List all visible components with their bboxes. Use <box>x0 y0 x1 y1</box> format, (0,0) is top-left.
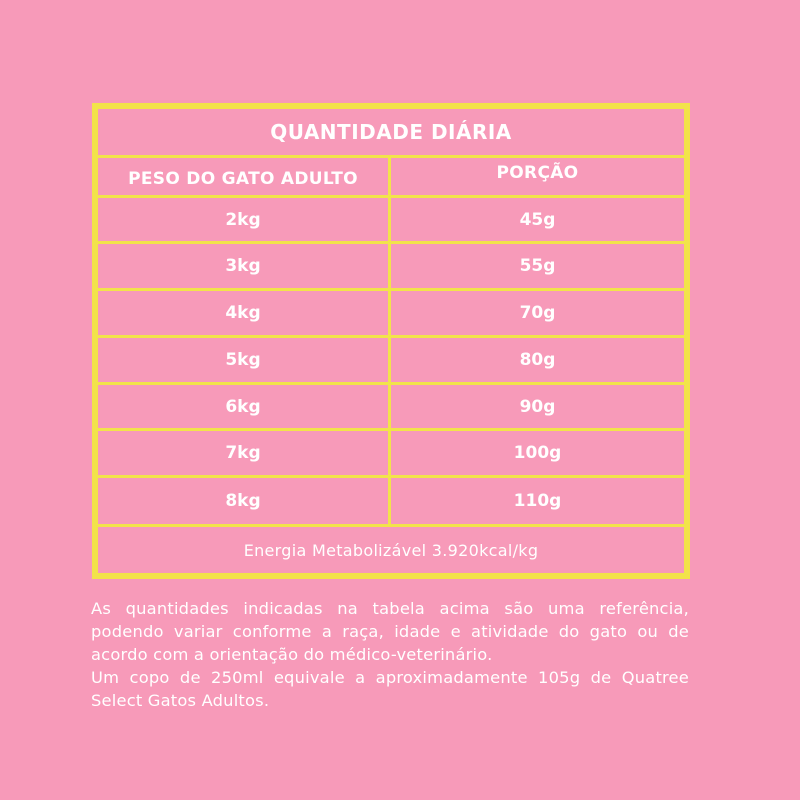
notes-paragraph: Um copo de 250ml equivale a aproximadamente 105g de Quatree Select Gatos Adultos. <box>91 668 689 710</box>
table-title: QUANTIDADE DIÁRIA <box>95 106 687 158</box>
portion-cell: 90g <box>388 382 687 431</box>
portion-cell: 110g <box>388 475 687 527</box>
weight-cell: 3kg <box>95 241 391 291</box>
header-weight: PESO DO GATO ADULTO <box>95 155 391 198</box>
weight-cell: 6kg <box>95 382 391 431</box>
portion-cell: 45g <box>388 195 687 244</box>
weight-cell: 4kg <box>95 288 391 338</box>
portion-cell: 70g <box>388 288 687 338</box>
portion-cell: 80g <box>388 335 687 385</box>
notes-text <box>91 597 689 712</box>
portion-cell: 55g <box>388 241 687 291</box>
notes-paragraph: As quantidades indicadas na tabela acima são uma referência, podendo variar conforme a raça, idade e atividade do gato ou de acordo com a orientação do médico-veterinário. <box>91 599 689 664</box>
weight-cell: 2kg <box>95 195 391 244</box>
weight-cell: 8kg <box>95 475 391 527</box>
header-portion: PORÇÃO <box>388 155 687 198</box>
weight-cell: 7kg <box>95 428 391 478</box>
table-footer-energy: Energia Metabolizável 3.920kcal/kg <box>95 524 687 576</box>
portion-cell: 100g <box>388 428 687 478</box>
weight-cell: 5kg <box>95 335 391 385</box>
daily-quantity-table <box>92 103 690 579</box>
